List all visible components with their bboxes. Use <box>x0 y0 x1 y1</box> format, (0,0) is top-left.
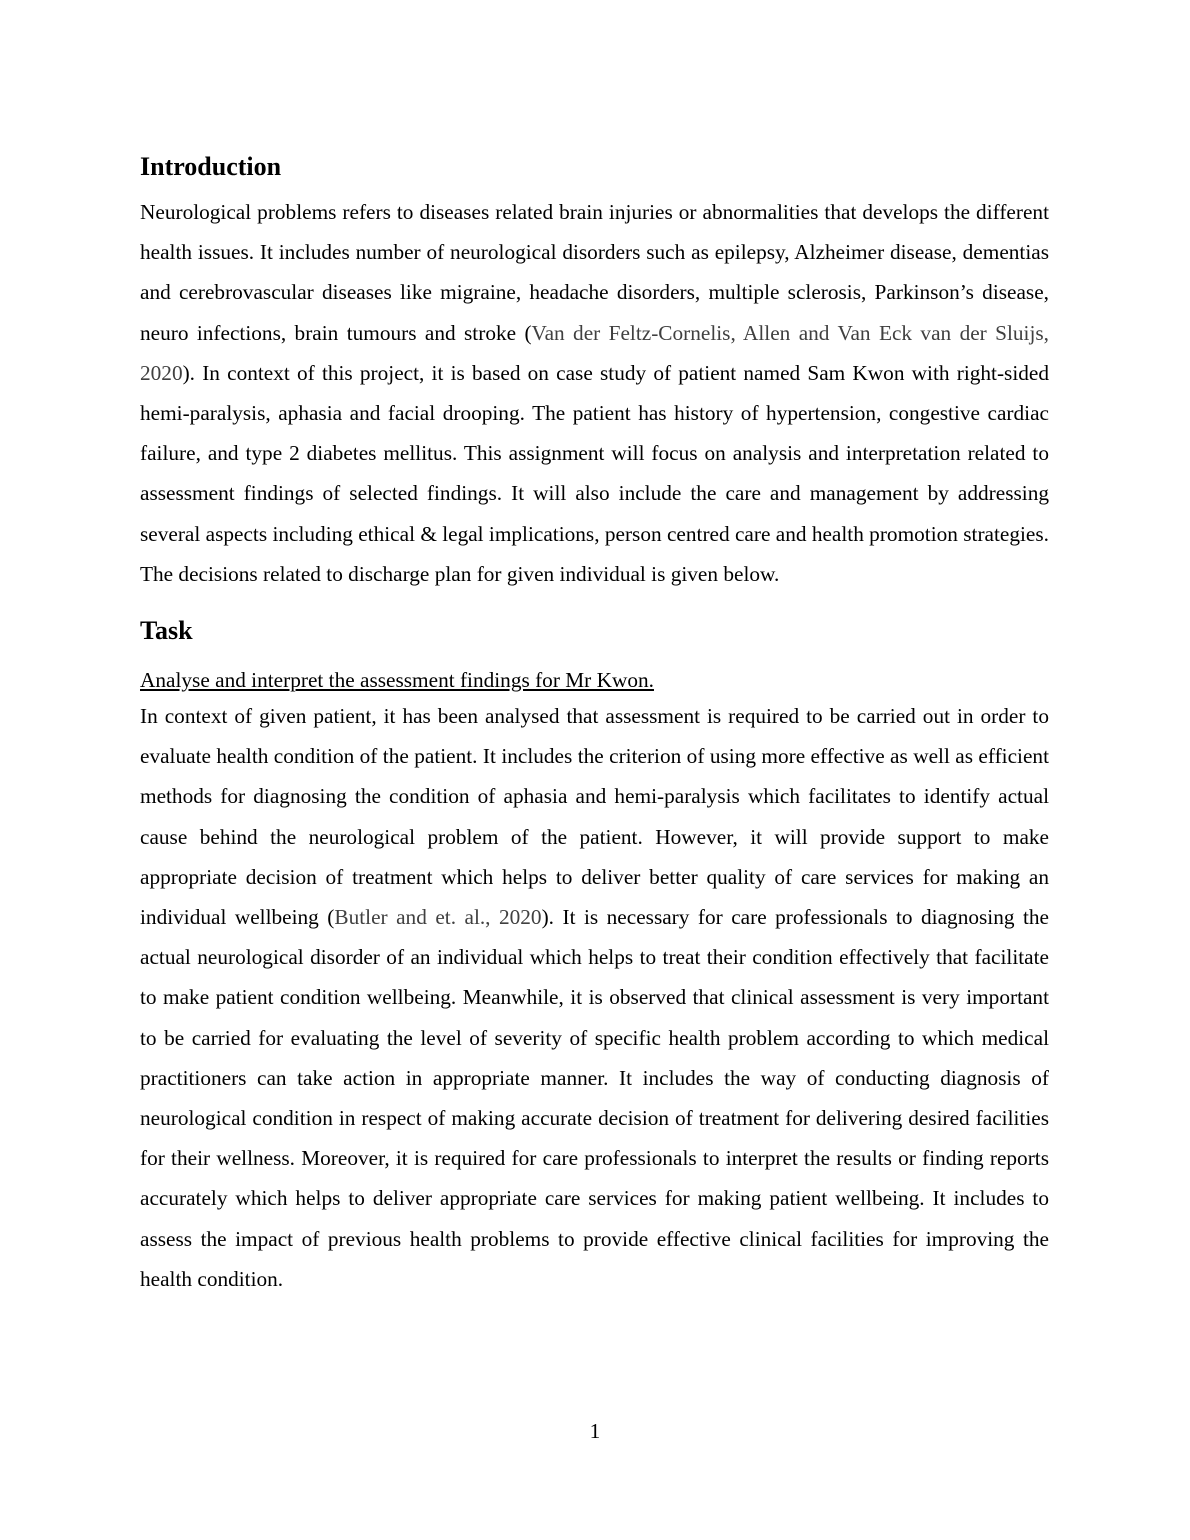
task-citation: Butler and et. al., 2020 <box>334 905 542 930</box>
task-paragraph <box>140 696 1049 1299</box>
page-number: 1 <box>589 1419 601 1443</box>
task-subheading: Analyse and interpret the assessment findings for Mr Kwon. <box>140 668 654 693</box>
page-content <box>140 148 1049 1299</box>
introduction-paragraph <box>140 192 1049 594</box>
task-heading: Task <box>140 616 193 646</box>
introduction-text-part2: ). In context of this project, it is based on case study of patient named Sam Kwon with right-sided hemi-paralysis, aphasia and facial drooping. The patient has history of hypertension, congestive cardiac failure, and type 2 diabetes mellitus. This assignment will focus on analysis and interpretation related to assessment findings of selected findings. It will also include the care and management by addressing several aspects including ethical & legal implications, person centred care and health promotion strategies. The decisions related to discharge plan for given individual is given below. <box>140 360 1049 586</box>
task-text-part1: In context of given patient, it has been analysed that assessment is required to be carried out in order to evaluate health condition of the patient. It includes the criterion of using more effective as well as efficient methods for diagnosing the condition of aphasia and hemi-paralysis which facilitates to identify actual cause behind the neurological problem of the patient. However, it will provide support to make appropriate decision of treatment which helps to deliver better quality of care services for making an individual wellbeing ( <box>140 704 1049 930</box>
introduction-citation: Van der Feltz-Cornelis, Allen and Van Eck van der Sluijs, 2020 <box>140 320 1049 385</box>
task-text-part2: ). It is necessary for care professionals to diagnosing the actual neurological disorder of an individual which helps to treat their condition effectively that facilitate to make patient condition wellbeing. Meanwhile, it is observed that clinical assessment is very important to be carried for evaluating the level of severity of specific health problem according to which medical practitioners can take action in appropriate manner. It includes the way of conducting diagnosis of neurological condition in respect of making accurate decision of treatment for delivering desired facilities for their wellness. Moreover, it is required for care professionals to interpret the results or finding reports accurately which helps to deliver appropriate care services for making patient wellbeing. It includes to assess the impact of previous health problems to provide effective clinical facilities for improving the health condition. <box>140 905 1049 1291</box>
introduction-text-part1: Neurological problems refers to diseases related brain injuries or abnormalities that develops the different health issues. It includes number of neurological disorders such as epilepsy, Alzheimer disease, dementias and cerebrovascular diseases like migraine, headache disorders, multiple sclerosis, Parkinson’s disease, neuro infections, brain tumours and stroke ( <box>140 200 1049 345</box>
introduction-heading: Introduction <box>140 152 282 181</box>
